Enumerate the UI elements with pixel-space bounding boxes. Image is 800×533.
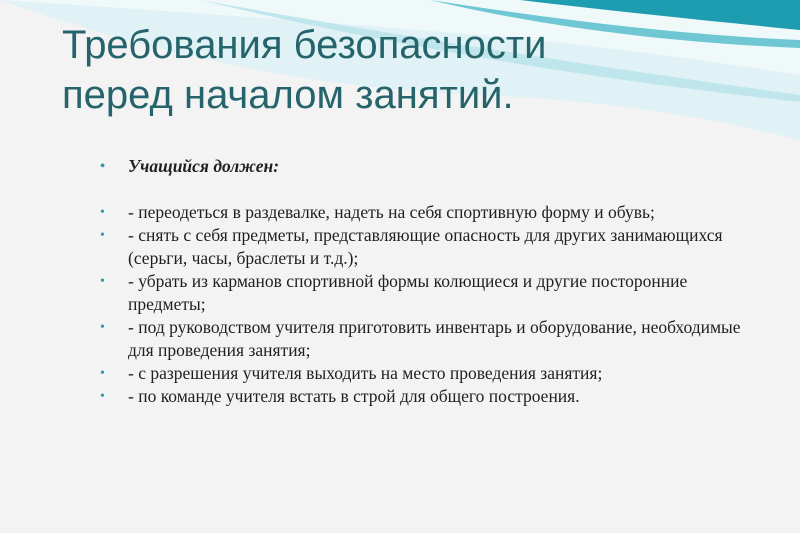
- list-item-text: - снять с себя предметы, представляющие опасность для других занимающихся (серьги, часы, браслеты и т.д.);: [128, 225, 723, 268]
- list-item-text: - переодеться в раздевалке, надеть на себя спортивную форму и обувь;: [128, 202, 655, 222]
- list-item-text: - по команде учителя встать в строй для общего построения.: [128, 386, 580, 406]
- bullet-icon: •: [100, 205, 105, 220]
- bullet-icon: •: [100, 159, 105, 174]
- bullet-icon: •: [100, 389, 105, 404]
- bullet-icon: •: [100, 228, 105, 243]
- title-line-1: Требования безопасности: [62, 23, 547, 67]
- heading-text: Учащийся должен:: [128, 156, 280, 176]
- list-item: [100, 270, 760, 316]
- list-item: [100, 316, 760, 362]
- title-line-2: перед началом занятий.: [62, 73, 514, 117]
- list-heading: [100, 155, 760, 178]
- bullet-icon: •: [100, 274, 105, 289]
- requirements-list: [100, 155, 760, 408]
- list-item: [100, 201, 760, 224]
- list-item: [100, 224, 760, 270]
- list-item: [100, 385, 760, 408]
- blank-list-item: [100, 178, 760, 201]
- list-item-text: - с разрешения учителя выходить на место проведения занятия;: [128, 363, 603, 383]
- list-item-text: - убрать из карманов спортивной формы колющиеся и другие посторонние предметы;: [128, 271, 688, 314]
- list-item: [100, 362, 760, 385]
- slide-title: [62, 20, 762, 120]
- list-item-text: - под руководством учителя приготовить инвентарь и оборудование, необходимые для проведения занятия;: [128, 317, 741, 360]
- bullet-icon: •: [100, 366, 105, 381]
- bullet-icon: •: [100, 320, 105, 335]
